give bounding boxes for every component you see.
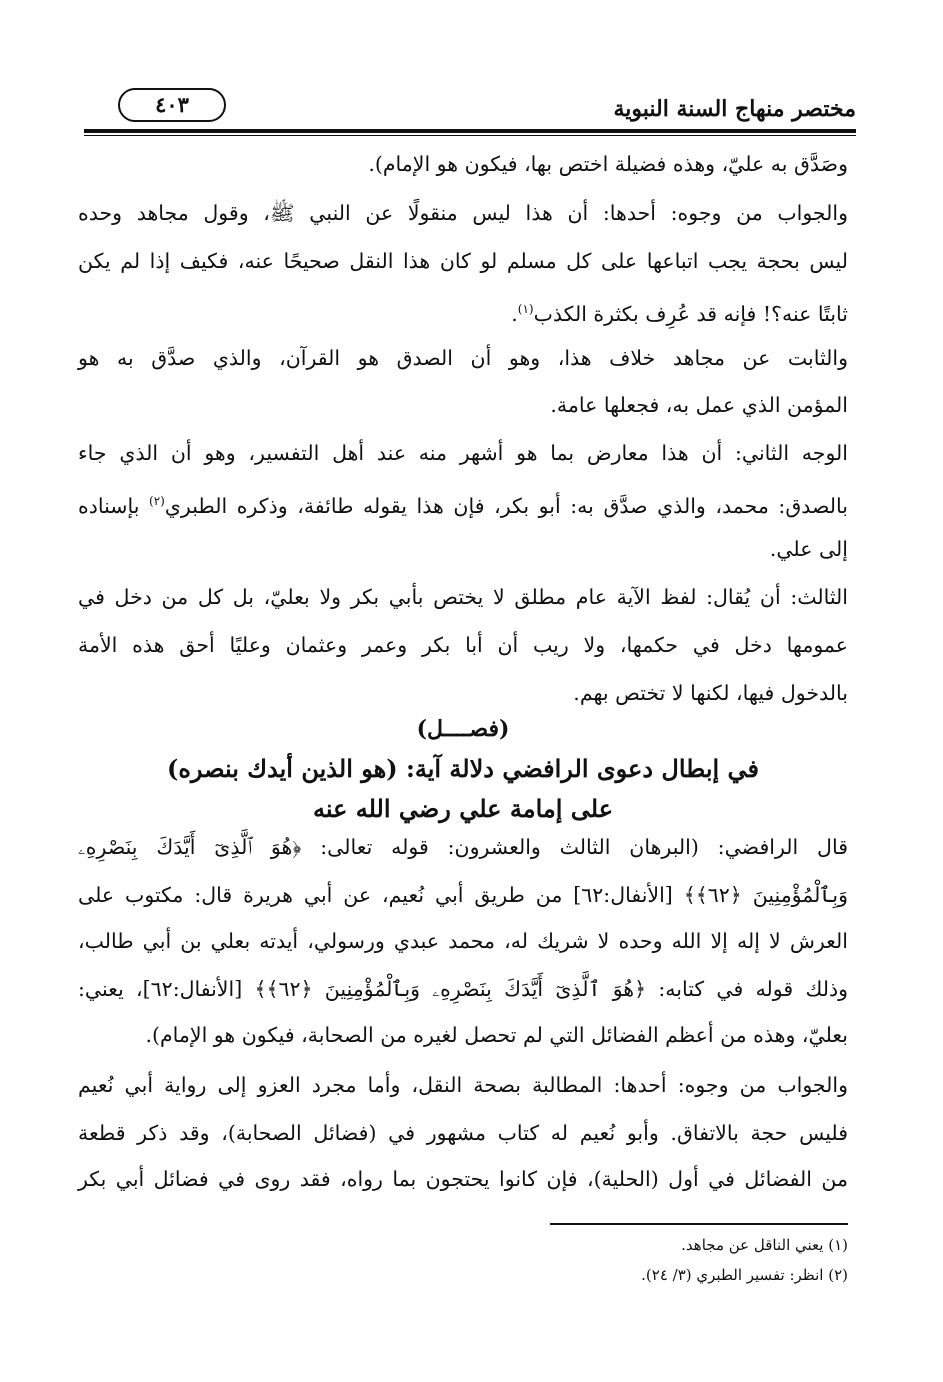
text-line: ليس بحجة يجب اتباعها على كل مسلم لو كان هذا النقل صحيحًا عنه، فكيف إذا لم يكن	[78, 249, 848, 273]
text-line: بالدخول فيها، لكنها لا تختص بهم.	[573, 681, 848, 705]
section-title: على إمامة علي رضي الله عنه	[312, 794, 614, 823]
text-line: بعليّ، وهذه من أعظم الفضائل التي لم تحصل لغيره من الصحابة، فيكون هو الإمام).	[145, 1023, 848, 1047]
text-line: وصَدَّق به عليّ، وهذه فضيلة اختص بها، فيكون هو الإمام).	[368, 152, 848, 176]
page-header	[84, 88, 856, 130]
text-line: الوجه الثاني: أن هذا معارض بما هو أشهر منه عند أهل التفسير، وهو أن الذي جاء	[78, 441, 848, 465]
text-line: قال الرافضي: (البرهان الثالث والعشرون: قوله تعالى: ﴿هُوَ ٱلَّذِىٓ أَيَّدَكَ بِنَصْرِهِۦ	[78, 835, 848, 859]
footnote-ref: (٢)	[149, 494, 165, 508]
section-title: في إبطال دعوى الرافضي دلالة آية: (هو الذين أيدك بنصره)	[166, 754, 760, 783]
text-line: الثالث: أن يُقال: لفظ الآية عام مطلق لا يختص بأبي بكر ولا بعليّ، بل كل من دخل في	[78, 585, 848, 609]
text-line: وَبِٱلْمُؤْمِنِينَ ﴿٦٢﴾﴾ [الأنفال:٦٢] من طريق أبي نُعيم، عن أبي هريرة قال: مكتوب على	[78, 883, 848, 907]
text-line: إلى علي.	[769, 537, 848, 561]
footnote-rule	[550, 1223, 848, 1225]
header-rule-thick	[84, 129, 856, 133]
text-line: والجواب من وجوه: أحدها: المطالبة بصحة النقل، وأما مجرد العزو إلى رواية أبي نُعيم	[78, 1073, 848, 1097]
book-title: مختصر منهاج السنة النبوية	[613, 96, 856, 122]
footnote: (٢) انظر: تفسير الطبري (٣/ ٢٤).	[641, 1266, 848, 1284]
text-line: المؤمن الذي عمل به، فجعلها عامة.	[550, 393, 848, 417]
text-line: وذلك قوله في كتابه: ﴿هُوَ ٱلَّذِىٓ أَيَّدَكَ بِنَصْرِهِۦ وَبِٱلْمُؤْمِنِينَ ﴿٦٢﴾﴾ [الأنفال:٦٢]، يعني:	[78, 977, 849, 1001]
text-line: ثابتًا عنه؟! فإنه قد عُرِف بكثرة الكذب$^{(١)}$.	[511, 301, 848, 326]
text-line: والجواب من وجوه: أحدها: أن هذا ليس منقولًا عن النبي ﷺ، وقول مجاهد وحده	[78, 201, 848, 225]
text-line: بالصدق: محمد، والذي صدَّق به: أبو بكر، فإن هذا يقوله طائفة، وذكره الطبري$^{(٢)}$ بإسناده	[78, 493, 848, 518]
text-line: والثابت عن مجاهد خلاف هذا، وهو أن الصدق هو القرآن، والذي صدَّق به هو	[78, 346, 848, 370]
page-number: ٤٠٣	[118, 88, 226, 122]
footnote-ref: (١)	[517, 302, 534, 316]
footnote: (١) يعني الناقل عن مجاهد.	[681, 1236, 848, 1254]
header-rule-thin	[84, 135, 856, 136]
text-line: من الفضائل في أول (الحلية)، فإن كانوا يحتجون بما رواه، فقد روى في فضائل أبي بكر	[78, 1167, 848, 1191]
text-line: فليس حجة بالاتفاق. وأبو نُعيم له كتاب مشهور في (فضائل الصحابة)، وقد ذكر قطعة	[78, 1121, 848, 1145]
section-label: (فصــــل)	[416, 716, 510, 742]
text-line: عمومها دخل في حكمها، ولا ريب أن أبا بكر وعمر وعثمان وعليًا أحق هذه الأمة	[78, 633, 848, 657]
text-line: العرش لا إله إلا الله وحده لا شريك له، محمد عبدي ورسولي، أيدته بعلي بن أبي طالب،	[78, 929, 848, 953]
